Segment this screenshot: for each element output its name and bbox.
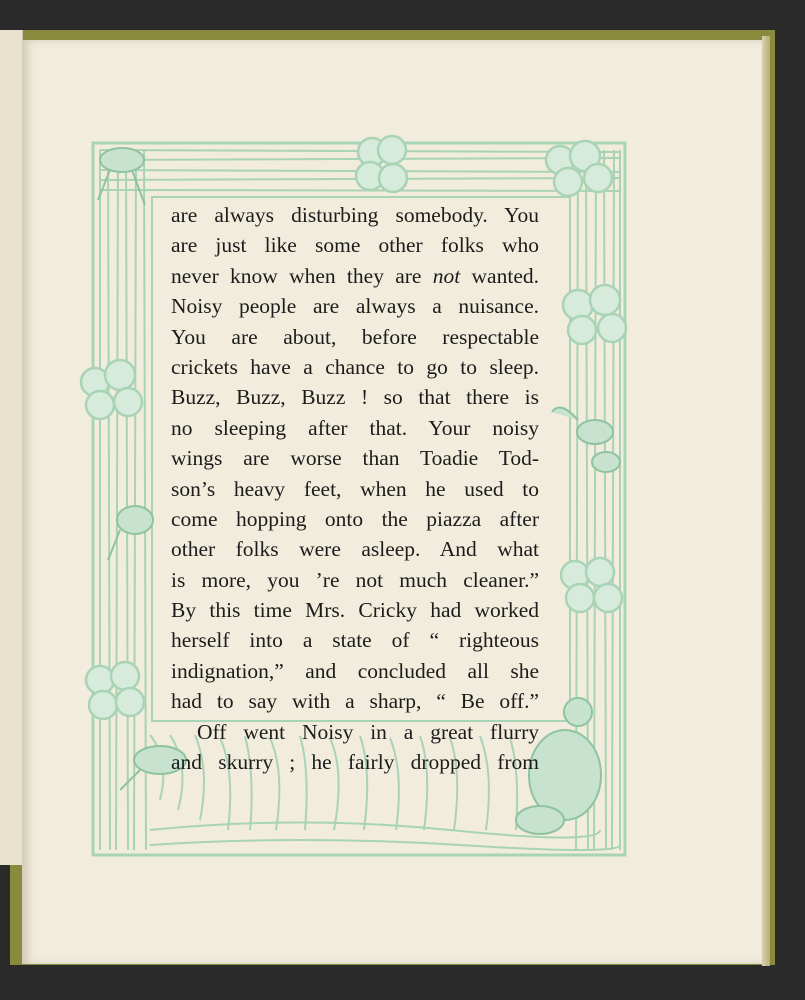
text-segment: had to say with a sharp, “ Be off.”	[171, 689, 539, 714]
text-segment: indignation,” and concluded all she	[171, 658, 539, 683]
emphasized-word: not	[432, 263, 461, 288]
text-line	[171, 443, 539, 473]
text-line	[171, 595, 539, 625]
text-segment: Noisy people are always a nuisance.	[171, 294, 539, 319]
text-line	[171, 322, 539, 352]
text-segment: Buzz, Buzz, Buzz ! so that there is	[171, 385, 539, 410]
text-line	[171, 747, 539, 777]
text-line	[171, 656, 539, 686]
text-line	[171, 717, 539, 747]
text-segment: are just like some other folks who	[171, 233, 539, 258]
text-line	[171, 534, 539, 564]
text-segment: Off went Noisy in a great flurry	[197, 719, 539, 744]
text-line	[171, 625, 539, 655]
text-segment: other folks were asleep. And what	[171, 537, 539, 562]
text-line	[171, 261, 539, 291]
text-line	[171, 230, 539, 260]
text-line	[171, 352, 539, 382]
text-line	[171, 504, 539, 534]
text-line	[171, 413, 539, 443]
text-line	[171, 382, 539, 412]
text-segment: wanted.	[460, 263, 539, 288]
text-segment: come hopping onto the piazza after	[171, 506, 539, 531]
text-segment: no sleeping after that. Your noisy	[171, 415, 539, 440]
text-line	[171, 291, 539, 321]
text-segment: are always disturbing somebody. You	[171, 203, 539, 227]
text-segment: son’s heavy feet, when he used to	[171, 476, 539, 501]
text-segment: wings are worse than Toadie Tod-	[171, 446, 539, 471]
text-line	[171, 200, 539, 230]
text-segment: herself into a state of “ righteous	[171, 628, 539, 653]
text-line	[171, 686, 539, 716]
text-segment: By this time Mrs. Cricky had worked	[171, 598, 539, 623]
text-segment: crickets have a chance to go to sleep.	[171, 354, 539, 379]
body-text	[171, 200, 539, 777]
text-line	[171, 474, 539, 504]
text-segment: is more, you ’re not much cleaner.”	[171, 567, 539, 592]
text-line	[171, 565, 539, 595]
text-segment: and skurry ; he fairly dropped from	[171, 750, 539, 775]
text-segment: never know when they are	[171, 263, 433, 288]
text-segment: You are about, before respectable	[171, 324, 539, 349]
